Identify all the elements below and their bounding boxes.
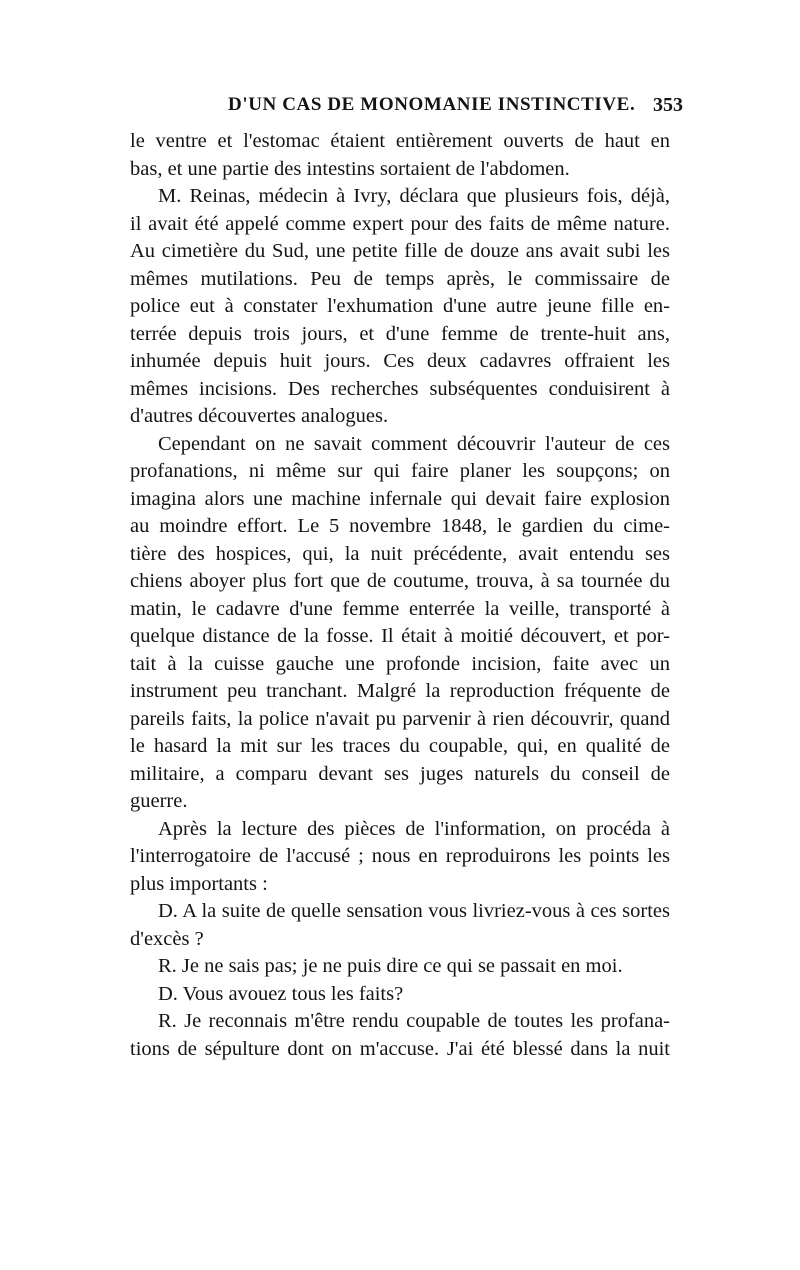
text-line: D. Vous avouez tous les faits? bbox=[158, 982, 404, 1005]
text-line: il avait été appelé comme expert pour des faits de même nature. bbox=[130, 212, 670, 235]
text-line: mêmes mutilations. Peu de temps après, le commissaire de bbox=[130, 267, 670, 290]
text-line: militaire, a comparu devant ses juges naturels du conseil de bbox=[130, 762, 670, 785]
text-line: chiens aboyer plus fort que de coutume, trouva, à sa tournée du bbox=[130, 570, 670, 592]
running-head bbox=[128, 94, 683, 120]
text-line: terrée depuis trois jours, et d'une femme de trente-huit ans, bbox=[130, 322, 670, 345]
text-line: mêmes incisions. Des recherches subséquentes conduisirent à bbox=[130, 377, 670, 400]
text-line: au moindre effort. Le 5 novembre 1848, le gardien du cime- bbox=[130, 515, 670, 537]
text-line: bas, et une partie des intestins sortaient de l'abdomen. bbox=[130, 157, 570, 180]
text-line: le ventre et l'estomac étaient entièrement ouverts de haut en bbox=[130, 130, 670, 152]
text-line: guerre. bbox=[130, 790, 188, 812]
text-line: pareils faits, la police n'avait pu parvenir à rien découvrir, quand bbox=[130, 707, 670, 730]
text-line: R. Je reconnais m'être rendu coupable de toutes les profana- bbox=[158, 1010, 670, 1032]
text-line: d'autres découvertes analogues. bbox=[130, 405, 389, 427]
text-line: le hasard la mit sur les traces du coupable, qui, en qualité de bbox=[130, 735, 670, 757]
text-line: tait à la cuisse gauche une profonde incision, faite avec un bbox=[130, 652, 670, 675]
body-text bbox=[130, 128, 670, 1063]
text-line: instrument peu tranchant. Malgré la reproduction fréquente de bbox=[130, 680, 670, 702]
text-line: police eut à constater l'exhumation d'une autre jeune fille en- bbox=[130, 295, 670, 317]
text-line: Cependant on ne savait comment découvrir l'auteur de ces bbox=[158, 432, 670, 455]
text-line: matin, le cadavre d'une femme enterrée la veille, transporté à bbox=[130, 597, 670, 620]
text-line: tions de sépulture dont on m'accuse. J'ai été blessé dans la nuit bbox=[130, 1037, 670, 1060]
text-line: Après la lecture des pièces de l'information, on procéda à bbox=[158, 817, 670, 840]
running-title: D'UN CAS DE MONOMANIE INSTINCTIVE. bbox=[228, 94, 636, 115]
text-line: profanations, ni même sur qui faire planer les soupçons; on bbox=[130, 460, 670, 482]
text-line: M. Reinas, médecin à Ivry, déclara que plusieurs fois, déjà, bbox=[158, 185, 670, 207]
text-line: R. Je ne sais pas; je ne puis dire ce qui se passait en moi. bbox=[158, 955, 623, 977]
page-number: 353 bbox=[653, 94, 683, 116]
text-line: D. A la suite de quelle sensation vous livriez-vous à ces sortes bbox=[158, 900, 670, 922]
text-line: l'interrogatoire de l'accusé ; nous en reproduirons les points les bbox=[130, 845, 670, 867]
text-line: imagina alors une machine infernale qui devait faire explosion bbox=[130, 487, 670, 510]
text-line: tière des hospices, qui, la nuit précédente, avait entendu ses bbox=[130, 542, 670, 565]
text-line: Au cimetière du Sud, une petite fille de douze ans avait subi les bbox=[130, 240, 670, 262]
text-line: plus importants : bbox=[130, 872, 268, 895]
text-line: inhumée depuis huit jours. Ces deux cadavres offraient les bbox=[130, 350, 670, 372]
text-line: d'excès ? bbox=[130, 927, 204, 950]
text-line: quelque distance de la fosse. Il était à moitié découvert, et por- bbox=[130, 625, 670, 647]
